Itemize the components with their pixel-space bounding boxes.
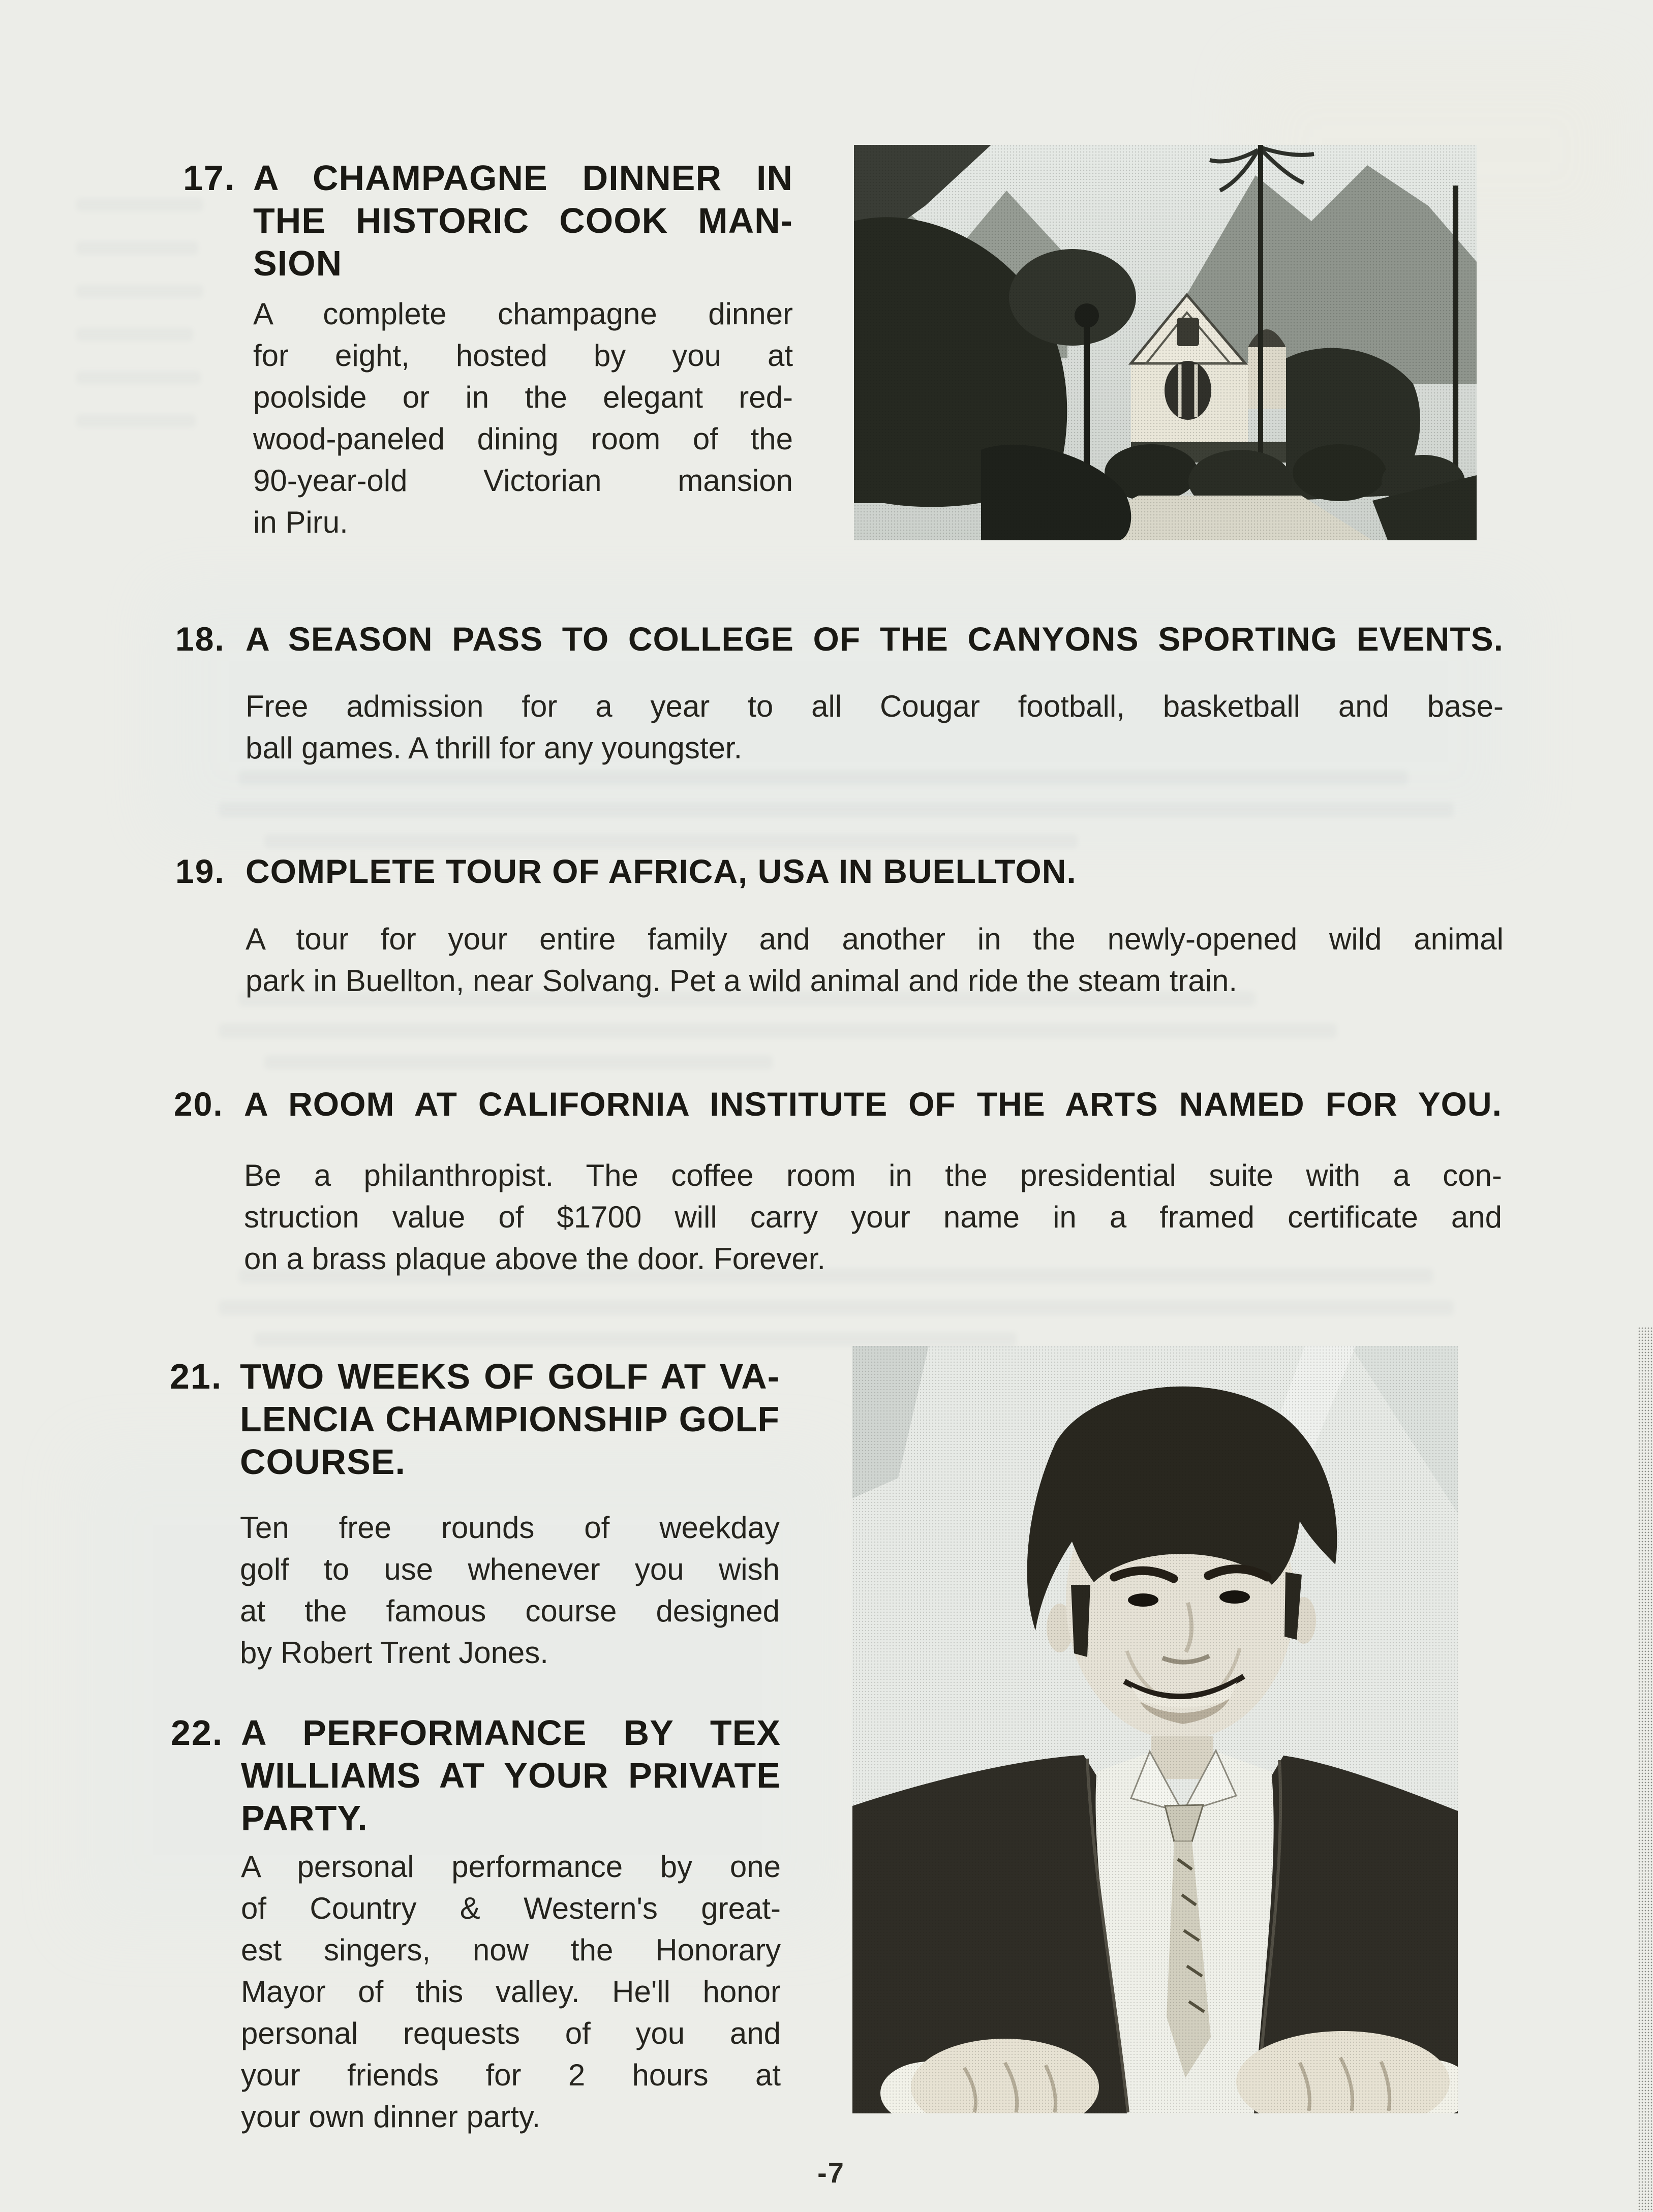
tex-williams-photo [852,1346,1458,2113]
item-title-line: COURSE. [240,1442,406,1482]
item-title-line: COMPLETE TOUR OF AFRICA, USA IN BUELLTON. [246,852,1077,890]
auction-item-20 [174,1083,1502,1280]
item-body-line: wood-paneled dining room of the [253,422,793,456]
item-title-line: LENCIA CHAMPIONSHIP GOLF [240,1399,780,1439]
bleed-through-ghost [76,241,198,255]
item-title-line: WILLIAMS AT YOUR PRIVATE [241,1756,781,1795]
item-title-line: A CHAMPAGNE DINNER IN [253,158,793,198]
bleed-through-ghost [219,1023,1337,1038]
auction-item-19 [175,850,1504,1002]
bleed-through-ghost [264,834,1078,848]
item-body-line: at the famous course designed [240,1594,780,1628]
item-body-line: in Piru. [253,505,348,539]
item-body-line: Be a philanthropist. The coffee room in the presidential suite with a con- [244,1158,1502,1192]
cook-mansion-photo [854,145,1477,540]
bleed-through-ghost [239,770,1408,785]
item-number: 20. [174,1085,224,1123]
bleed-through-ghost [254,1332,1017,1346]
auction-item-22 [171,1711,781,2138]
bleed-through-ghost [76,328,193,341]
item-body-line: Mayor of this valley. He'll honor [241,1975,781,2009]
halftone-overlay [852,1346,1458,2113]
item-body-line: Free admission for a year to all Cougar football, basketball and base- [246,689,1504,723]
scan-edge-artifact [1638,1327,1653,2212]
page-number: -7 [817,2157,845,2189]
item-body-line: personal requests of you and [241,2016,781,2050]
item-body-line: 90-year-old Victorian mansion [253,464,793,498]
item-number: 21. [170,1357,223,1396]
bleed-through-ghost [264,1055,773,1069]
item-number: 17. [183,158,236,198]
item-body-line: est singers, now the Honorary [241,1933,781,1967]
item-title-line: A ROOM AT CALIFORNIA INSTITUTE OF THE ARTS NAMED FOR YOU. [244,1085,1502,1123]
item-body-line: A personal performance by one [241,1850,781,1884]
item-title-line: THE HISTORIC COOK MAN- [253,201,793,240]
item-title-line: TWO WEEKS OF GOLF AT VA- [240,1357,780,1396]
item-title-line: PARTY. [241,1798,368,1838]
item-body-line: of Country & Western's great- [241,1891,781,1925]
item-title-line: A PERFORMANCE BY TEX [241,1713,781,1753]
bleed-through-ghost [76,371,201,384]
item-body-line: struction value of $1700 will carry your name in a framed certificate and [244,1200,1502,1234]
item-title-line: SION [253,243,343,283]
item-body-line: A tour for your entire family and another in the newly-opened wild animal [246,922,1504,956]
auction-item-21 [170,1355,780,1674]
item-body-line: your friends for 2 hours at [241,2058,781,2092]
item-body-line: poolside or in the elegant red- [253,380,793,414]
bleed-through-ghost [219,1300,1454,1315]
bleed-through-ghost [76,414,196,427]
auction-item-18 [175,618,1504,769]
item-title-line: A SEASON PASS TO COLLEGE OF THE CANYONS SPORTING EVENTS. [246,620,1504,658]
item-body-line: park in Buellton, near Solvang. Pet a wild animal and ride the steam train. [246,964,1238,998]
item-number: 18. [175,620,225,658]
item-body-line: golf to use whenever you wish [240,1552,780,1586]
item-body-line: on a brass plaque above the door. Forever. [244,1242,826,1276]
item-number: 22. [171,1713,224,1753]
bleed-through-ghost [219,802,1454,817]
item-body-line: A complete champagne dinner [253,297,793,331]
item-body-line: for eight, hosted by you at [253,339,793,373]
halftone-overlay [854,145,1477,540]
item-body-line: ball games. A thrill for any youngster. [246,731,743,765]
item-body-line: your own dinner party. [241,2100,541,2134]
auction-item-17 [183,157,793,543]
item-body-line: Ten free rounds of weekday [240,1511,780,1545]
item-body-line: by Robert Trent Jones. [240,1636,548,1670]
item-number: 19. [175,852,225,890]
